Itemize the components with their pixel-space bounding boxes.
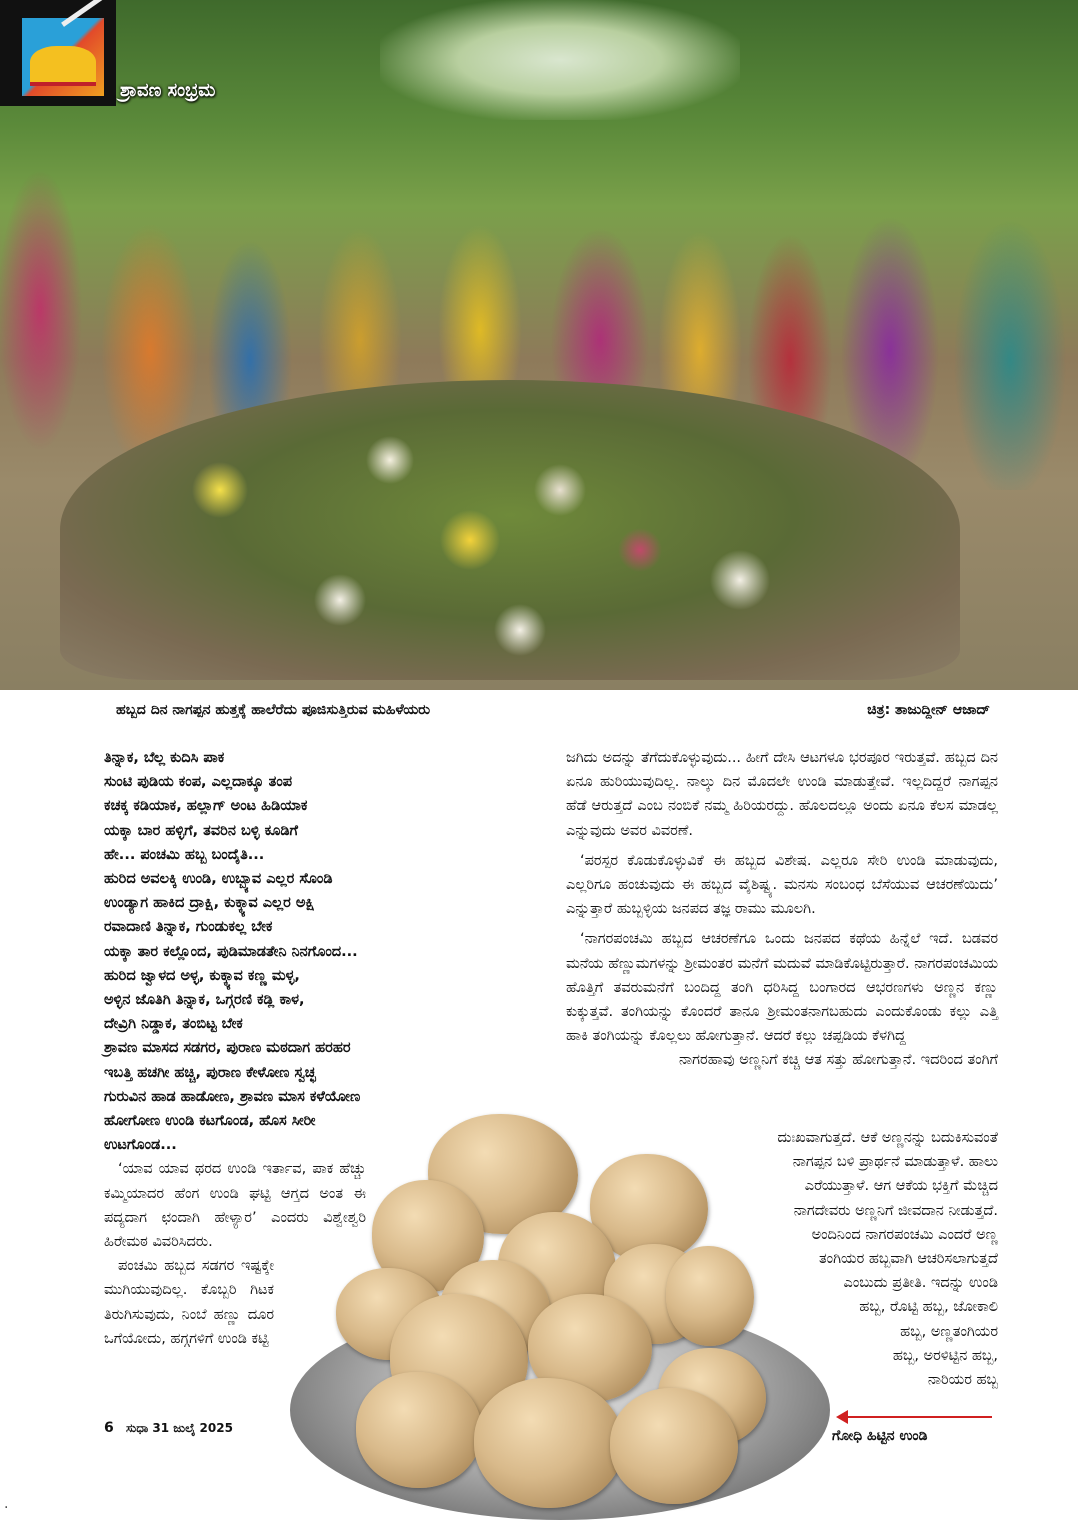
paragraph-folk-story: ‘ನಾಗರಪಂಚಮಿ ಹಬ್ಬದ ಆಚರಣೆಗೂ ಒಂದು ಜನಪದ ಕಥೆಯ ಹಿನ್ನೆಲೆ ಇದೆ. ಬಡವರ ಮನೆಯ ಹೆಣ್ಣುಮಗಳನ್ನು ಶ್ರೀಮಂತರ ಮನೆಗೆ ಮದುವೆ ಮಾಡಿಕೊಟ್ಟಿರುತ್ತಾರೆ. ನಾಗರಪಂಚಮಿಯ ಹೊತ್ತಿಗೆ ತವರುಮನೆಗೆ ಬಂದಿದ್ದ ತಂಗಿ ಧರಿಸಿದ್ದ ಬಂಗಾರದ ಆಭರಣಗಳು ಅಣ್ಣನ ಕಣ್ಣು ಕುಕ್ಕುತ್ತವೆ. ತಂಗಿಯನ್ನು ಕೊಂದರೆ ತಾನೂ ಶ್ರೀಮಂತನಾಗಬಹುದು ಎಂದುಕೊಂಡು ಕಲ್ಲು ಎತ್ತಿ ಹಾಕಿ ತಂಗಿಯನ್ನು ಕೊಲ್ಲಲು ಹೋಗುತ್ತಾನೆ. ಆದರೆ ಕಲ್ಲು ಚಪ್ಪಡಿಯ ಕೆಳಗಿದ್ದ	[566, 931, 998, 1045]
paragraph-games: ಪಂಚಮಿ ಹಬ್ಬದ ಸಡಗರ ಇಷ್ಟಕ್ಕೇ ಮುಗಿಯುವುದಿಲ್ಲ. ಕೊಬ್ಬರಿ ಗಿಟಕ ತಿರುಗಿಸುವುದು, ನಿಂಬೆ ಹಣ್ಣು ದೂರ ಒಗೆಯೋದು, ಹಗ್ಗಗಳಿಗೆ ಉಂಡಿ ಕಟ್ಟಿ	[104, 1258, 274, 1347]
photo-credit: ಚಿತ್ರ: ತಾಜುದ್ದೀನ್ ಆಜಾದ್	[867, 702, 990, 718]
poem-line: ಅಳ್ಳಿನ ಜೊತಿಗಿ ತಿನ್ನಾಕ, ಒಗ್ಗರಣಿ ಕಡ್ಲಿ ಕಾಳ,	[104, 992, 305, 1009]
festival-photo	[0, 0, 1078, 690]
book-icon	[30, 46, 96, 86]
poem-line: ಶ್ರಾವಣ ಮಾಸದ ಸಡಗರ, ಪುರಾಣ ಮಠದಾಗ ಹರಹರ	[104, 1040, 351, 1057]
story-line: ನಾಗರಹಾವು ಅಣ್ಣನಿಗೆ ಕಚ್ಚಿ ಆತ ಸತ್ತು ಹೋಗುತ್ತಾನೆ. ಇದರಿಂದ ತಂಗಿಗೆ	[679, 1052, 998, 1069]
poem-line: ರವಾದಾಣಿ ತಿನ್ನಾಕ, ಗುಂಡುಕಲ್ಲ ಬೇಕ	[104, 919, 273, 936]
poem-line: ಗುರುವಿನ ಹಾಡ ಹಾಡೋಣ, ಶ್ರಾವಣ ಮಾಸ ಕಳೆಯೋಣ	[104, 1088, 361, 1105]
paragraph-games-cont: ಜಗಿದು ಅದನ್ನು ತೆಗೆದುಕೊಳ್ಳುವುದು... ಹೀಗೆ ದೇಸಿ ಆಟಗಳೂ ಭರಪೂರ ಇರುತ್ತವೆ. ಹಬ್ಬದ ದಿನ ಏನೂ ಹುರಿಯುವುದಿಲ್ಲ. ನಾಲ್ಕು ದಿನ ಮೊದಲೇ ಉಂಡಿ ಮಾಡುತ್ತೇವೆ. ಇಲ್ಲದಿದ್ದರೆ ನಾಗಪ್ಪನ ಹೆಡೆ ಆರುತ್ತದೆ ಎಂಬ ನಂಬಿಕೆ ನಮ್ಮ ಹಿರಿಯರದ್ದು. ಹೊಲದಲ್ಲೂ ಅಂದು ಏನೂ ಕೆಲಸ ಮಾಡಲ್ಲ ಎನ್ನುವುದು ಅವರ ವಿವರಣೆ.	[566, 750, 998, 839]
poem-line: ಹುರಿದ ಜ್ವಾಳದ ಅಳ್ಳ, ಕುಕ್ಕ್ಯಾವ ಕಣ್ಣ ಮಳ್ಳ,	[104, 967, 300, 984]
poem-line: ಉಟಗೊಂಡ...	[104, 1137, 177, 1154]
story-line: ನಾಗಪ್ಪನ ಬಳಿ ಪ್ರಾರ್ಥನೆ ಮಾಡುತ್ತಾಳೆ. ಹಾಲು	[792, 1154, 998, 1171]
photo-sky-area	[380, 0, 740, 120]
arrow-left-icon	[836, 1410, 848, 1424]
photo-flower-offerings	[140, 400, 860, 660]
poem-line: ತಿನ್ನಾಕ, ಬೆಲ್ಲ ಕುದಿಸಿ ಪಾಕ	[104, 750, 225, 766]
poem-line: ಯಕ್ಕಾ ಬಾರ ಹಳ್ಳಿಗೆ, ತವರಿನ ಬಳ್ಳಿ ಕೂಡಿಗೆ	[104, 822, 298, 839]
undi-ball	[474, 1378, 624, 1508]
undi-ball	[666, 1246, 754, 1346]
story-line: ಹಬ್ಬ, ಅರಳಿಟ್ಟಿನ ಹಬ್ಬ,	[892, 1347, 998, 1364]
poem-line: ಇಬತ್ತಿ ಹಚಗೀ ಹಚ್ಚಿ, ಪುರಾಣ ಕೇಳೋಣ ಸ್ವಚ್ಛ	[104, 1064, 316, 1081]
story-line: ಎರೆಯುತ್ತಾಳೆ. ಆಗ ಆಕೆಯ ಭಕ್ತಿಗೆ ಮೆಚ್ಚಿದ	[804, 1178, 998, 1195]
paragraph-quote: ‘ಯಾವ ಯಾವ ಥರದ ಉಂಡಿ ಇರ್ತಾವ, ಪಾಕ ಹೆಚ್ಚು ಕಮ್ಮಿಯಾದರ ಹೆಂಗ ಉಂಡಿ ಘಟ್ಟಿ ಆಗ್ತದ ಅಂತ ಈ ಪದ್ಯದಾಗ ಛಂದಾಗಿ ಹೇಳ್ಯಾರ’ ಎಂದರು ವಿಶ್ವೇಶ್ವರಿ ಹಿರೇಮಠ ವಿವರಿಸಿದರು.	[104, 1161, 366, 1251]
paragraph-expert-quote: ‘ಪರಸ್ಪರ ಕೊಡುಕೊಳ್ಳುವಿಕೆ ಈ ಹಬ್ಬದ ವಿಶೇಷ. ಎಲ್ಲರೂ ಸೇರಿ ಉಂಡಿ ಮಾಡುವುದು, ಎಲ್ಲರಿಗೂ ಹಂಚುವುದು ಈ ಹಬ್ಬದ ವೈಶಿಷ್ಟ್ಯ. ಮನಸು ಸಂಬಂಧ ಬೆಸೆಯುವ ಆಚರಣೆಯಿದು’ ಎನ್ನುತ್ತಾರೆ ಹುಬ್ಬಳ್ಳಿಯ ಜನಪದ ತಜ್ಞ ರಾಮು ಮೂಲಗಿ.	[566, 852, 998, 918]
poem-line: ಹೋಗೋಣ ಉಂಡಿ ಕಟಗೊಂಡ, ಹೊಸ ಸೀರೀ	[104, 1113, 316, 1130]
text-column-left	[104, 746, 376, 1351]
poem-line: ಸುಂಟಿ ಪುಡಿಯ ಕಂಪ, ಎಲ್ಲದಾಕ್ಕೂ ತಂಪ	[104, 774, 293, 791]
story-line: ಹಬ್ಬ, ರೊಟ್ಟಿ ಹಬ್ಬ, ಜೋಕಾಲಿ	[859, 1299, 998, 1316]
photo-caption: ಹಬ್ಬದ ದಿನ ನಾಗಪ್ಪನ ಹುತ್ತಕ್ಕೆ ಹಾಲೆರೆದು ಪೂಜಿಸುತ್ತಿರುವ ಮಹಿಳೆಯರು	[116, 702, 431, 718]
story-line: ನಾಗದೇವರು ಅಣ್ಣನಿಗೆ ಜೀವದಾನ ನೀಡುತ್ತದೆ.	[793, 1202, 998, 1219]
page-number: 6	[104, 1420, 114, 1436]
story-line: ಎಂಬುದು ಪ್ರತೀತಿ. ಇದನ್ನು ಉಂಡಿ	[843, 1275, 998, 1292]
poem-line: ಯಕ್ಕಾ ತಾರ ಕಲ್ಲೊಂದ, ಪುಡಿಮಾಡತೇನಿ ನಿನಗೊಂದ...	[104, 943, 358, 960]
crop-mark: ·	[4, 1500, 9, 1516]
story-line: ಅಂದಿನಿಂದ ನಾಗರಪಂಚಮಿ ಎಂದರೆ ಅಣ್ಣ	[811, 1226, 998, 1243]
magazine-section-logo	[0, 0, 116, 106]
image-caption: ಗೋಧಿ ಹಿಟ್ಟಿನ ಉಂಡಿ	[832, 1428, 928, 1444]
poem-line: ಉಂಡ್ಯಾಗ ಹಾಕಿದ ದ್ರಾಕ್ಷಿ, ಕುಕ್ಕ್ಯಾವ ಎಲ್ಲರ ಅಕ್ಷಿ	[104, 895, 315, 912]
undi-ball	[610, 1388, 738, 1504]
poem-line: ಹೇ... ಪಂಚಮಿ ಹಬ್ಬ ಬಂದೈತಿ...	[104, 846, 265, 863]
poem-line: ಹುರಿದ ಅವಲಕ್ಕಿ ಉಂಡಿ, ಉಬ್ಬ್ಯಾವ ಎಲ್ಲರ ಸೊಂಡಿ	[104, 871, 333, 888]
text-column-right	[566, 746, 998, 1073]
undi-ball	[356, 1372, 482, 1488]
folk-poem	[104, 746, 376, 1157]
caption-arrow	[838, 1416, 992, 1418]
story-line: ನಾರಿಯರ ಹಬ್ಬ	[927, 1372, 998, 1389]
magazine-issue-date: ಸುಧಾ 31 ಜುಲೈ 2025	[126, 1421, 233, 1435]
poem-line: ಕಚಕ್ಕ ಕಡಿಯಾಕ, ಹಲ್ಲಾಗ್ ಅಂಟ ಹಿಡಿಯಾಕ	[104, 798, 308, 815]
poem-line: ದೇವ್ರಿಗಿ ನಿಡ್ಡಾಕ, ತಂಬಿಟ್ಟ ಬೇಕ	[104, 1016, 243, 1033]
story-line: ತಂಗಿಯರ ಹಬ್ಬವಾಗಿ ಆಚರಿಸಲಾಗುತ್ತದೆ	[819, 1251, 998, 1268]
section-title: ಶ್ರಾವಣ ಸಂಭ್ರಮ	[120, 80, 216, 101]
story-line: ಹಬ್ಬ, ಅಣ್ಣತಂಗಿಯರ	[900, 1323, 998, 1340]
story-line: ದುಃಖವಾಗುತ್ತದೆ. ಆಕೆ ಅಣ್ಣನನ್ನು ಬದುಕಿಸುವಂತೆ	[777, 1130, 998, 1146]
